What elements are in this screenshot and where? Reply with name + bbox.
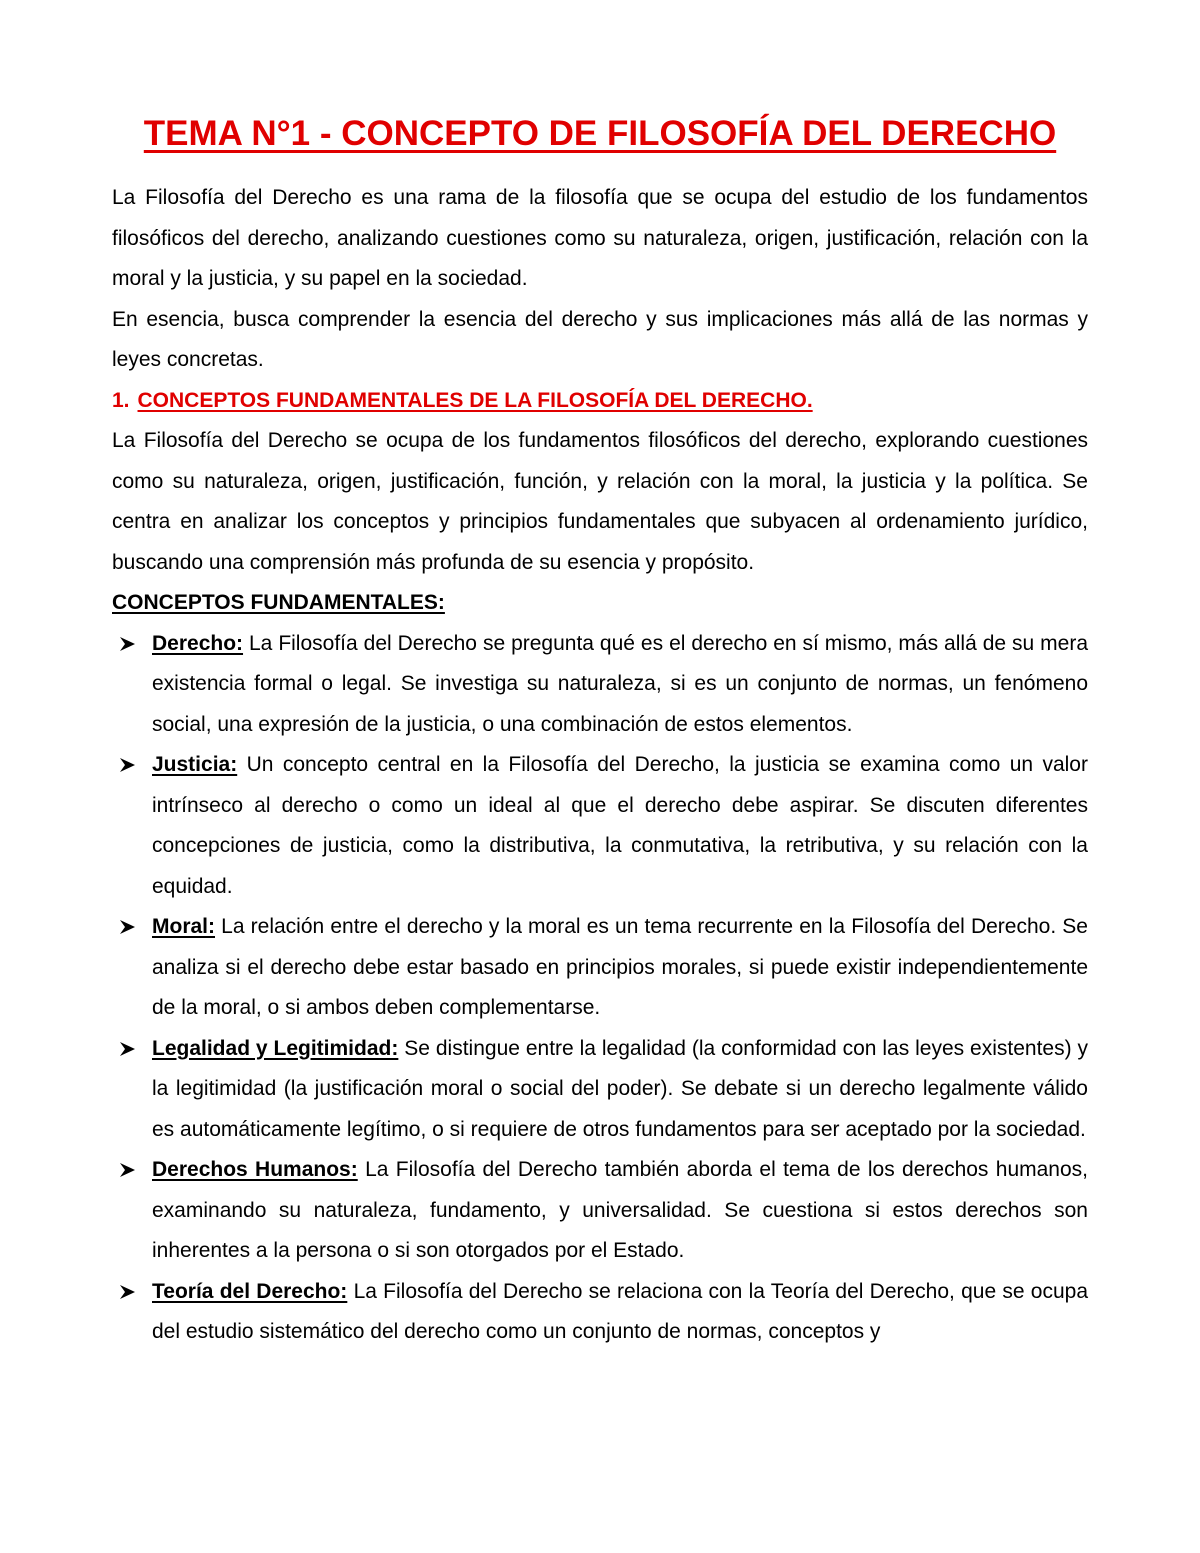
concept-term: Derechos Humanos:: [152, 1158, 358, 1181]
concept-text: La relación entre el derecho y la moral es un tema recurrente en la Filosofía del Derecho. Se analiza si el derecho debe estar basado en principios morales, si puede existir independientemente de la moral, o si ambos deben complementarse.: [152, 915, 1088, 1019]
document-page: [112, 112, 1088, 1353]
arrowhead-bullet-icon: [118, 634, 138, 654]
subheading: CONCEPTOS FUNDAMENTALES:: [112, 591, 445, 614]
list-item: [112, 745, 1088, 907]
arrowhead-bullet-icon: [118, 755, 138, 775]
list-item: [112, 624, 1088, 746]
concept-list: [112, 624, 1088, 1353]
concept-term: Legalidad y Legitimidad:: [152, 1036, 399, 1060]
concept-text: Se distingue entre la legalidad (la conformidad con las leyes existentes) y la legitimidad (la justificación moral o social del poder). Se debate si un derecho legalmente válido es automáticamente legítimo, o si requiere de otros fundamentos para ser aceptado por la sociedad.: [152, 1036, 1088, 1141]
section-number: 1.: [112, 388, 130, 412]
list-item: [112, 1029, 1088, 1151]
section-heading-text: CONCEPTOS FUNDAMENTALES DE LA FILOSOFÍA DEL DERECHO.: [137, 388, 813, 412]
list-item: [112, 1272, 1088, 1353]
arrowhead-bullet-icon: [118, 917, 138, 937]
concept-text: La Filosofía del Derecho se relaciona con la Teoría del Derecho, que se ocupa del estudio sistemático del derecho como un conjunto de normas, conceptos y: [152, 1279, 1089, 1343]
list-item: [112, 1150, 1088, 1272]
concept-text: La Filosofía del Derecho se pregunta qué es el derecho en sí mismo, más allá de su mera existencia formal o legal. Se investiga su naturaleza, si es un conjunto de normas, un fenómeno social, una expresión de la justicia, o una combinación de estos elementos.: [152, 631, 1088, 736]
concept-term: Justicia:: [152, 753, 238, 776]
concept-term: Derecho:: [152, 631, 244, 655]
intro-paragraph-2: En esencia, busca comprender la esencia del derecho y sus implicaciones más allá de las normas y leyes concretas.: [112, 307, 1088, 371]
arrowhead-bullet-icon: [118, 1282, 138, 1302]
section-heading: [112, 381, 1088, 422]
section-paragraph: La Filosofía del Derecho se ocupa de los fundamentos filosóficos del derecho, explorando cuestiones como su naturaleza, origen, justificación, función, y relación con la moral, la justicia y la política. Se centra en analizar los conceptos y principios fundamentales que subyacen al ordenamiento jurídico, buscando una comprensión más profunda de su esencia y propósito.: [112, 429, 1088, 574]
concept-term: Moral:: [152, 915, 215, 938]
arrowhead-bullet-icon: [118, 1039, 138, 1059]
concept-text: La Filosofía del Derecho también aborda el tema de los derechos humanos, examinando su naturaleza, fundamento, y universalidad. Se cuestiona si estos derechos son inherentes a la persona o si son otorgados por el Estado.: [152, 1158, 1089, 1262]
concept-text: Un concepto central en la Filosofía del Derecho, la justicia se examina como un valor intrínseco al derecho o como un ideal al que el derecho debe aspirar. Se discuten diferentes concepciones de justicia, como la distributiva, la conmutativa, la retributiva, y su relación con la equidad.: [152, 753, 1088, 898]
intro-paragraph-1: La Filosofía del Derecho es una rama de la filosofía que se ocupa del estudio de los fundamentos filosóficos del derecho, analizando cuestiones como su naturaleza, origen, justificación, relación con la moral y la justicia, y su papel en la sociedad.: [112, 186, 1088, 290]
list-item: [112, 907, 1088, 1029]
concept-term: Teoría del Derecho:: [152, 1279, 348, 1303]
document-title: TEMA N°1 - CONCEPTO DE FILOSOFÍA DEL DERECHO: [143, 114, 1057, 153]
arrowhead-bullet-icon: [118, 1160, 138, 1180]
